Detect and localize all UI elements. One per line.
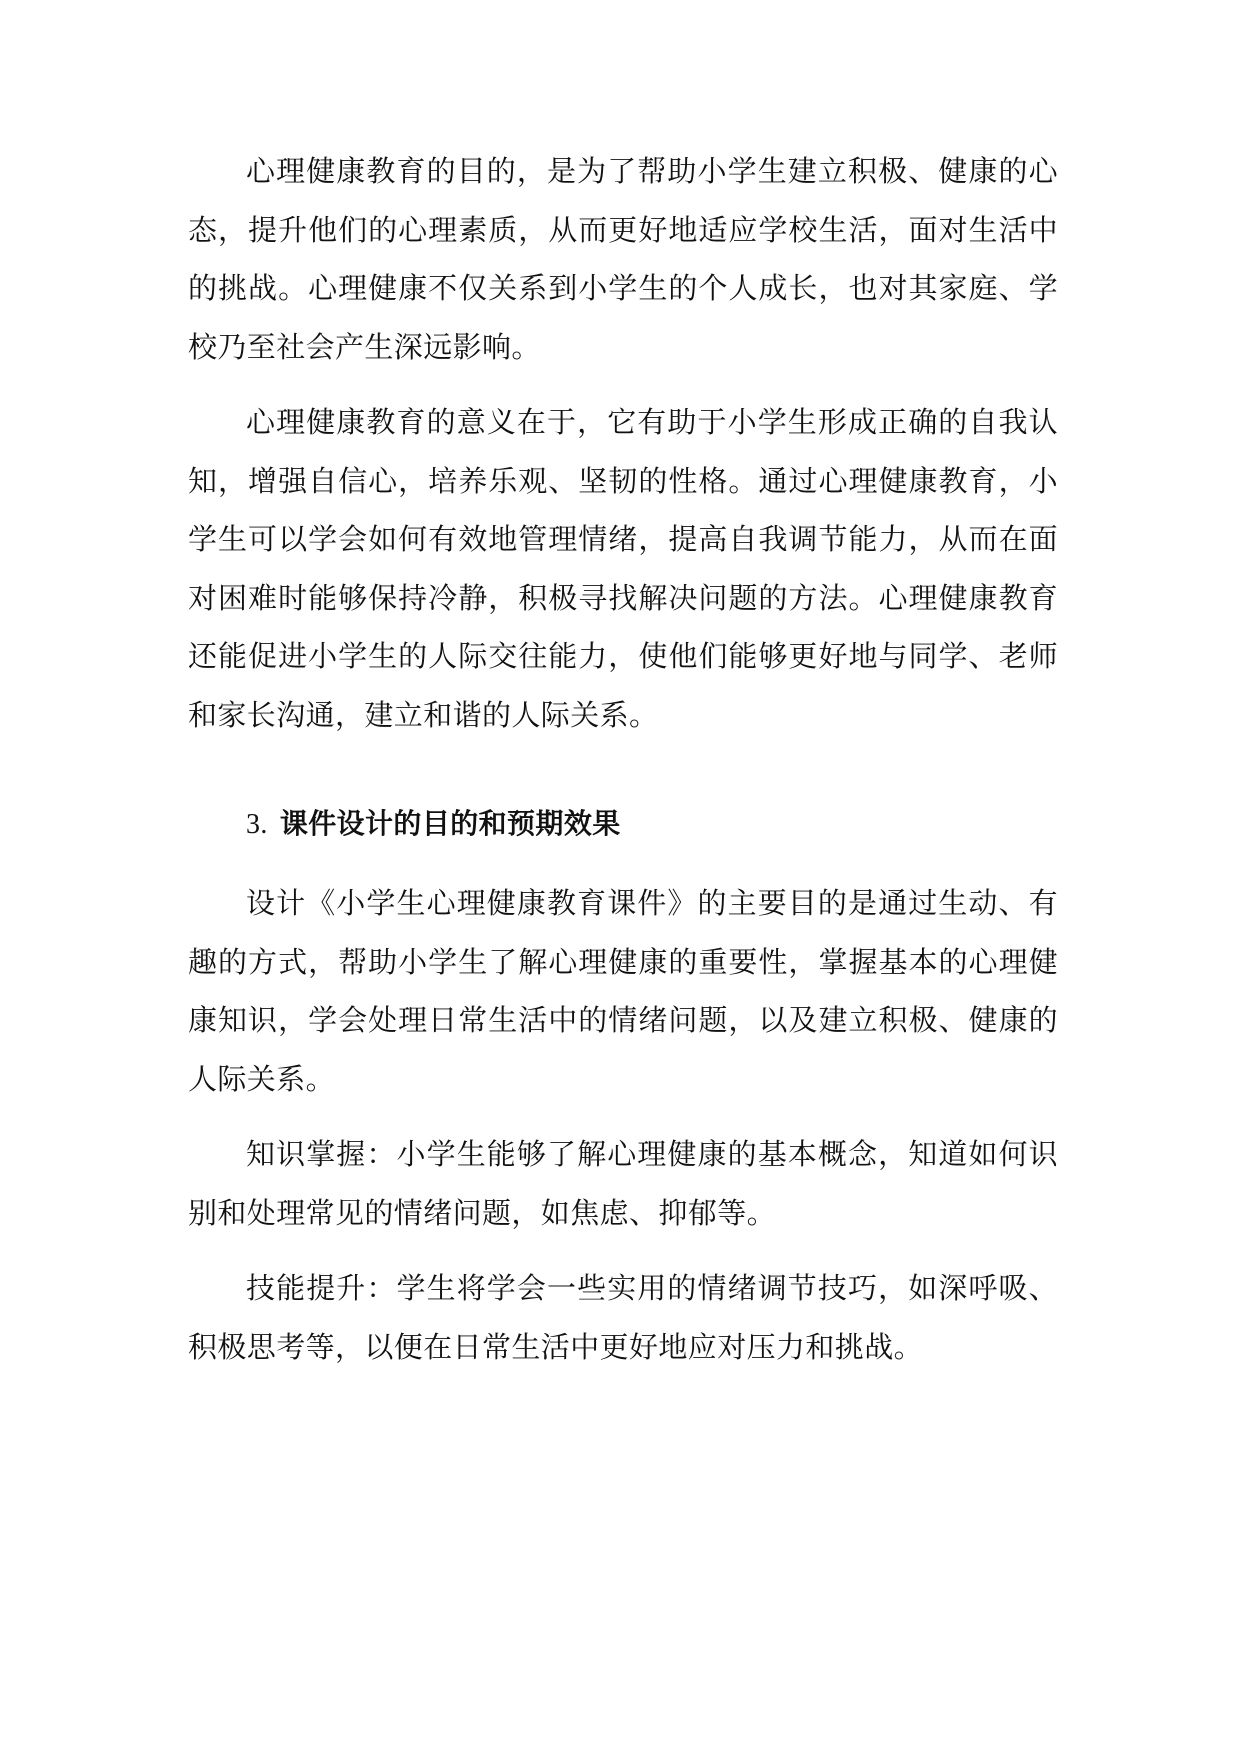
paragraph-design-goal: 设计《小学生心理健康教育课件》的主要目的是通过生动、有趣的方式，帮助小学生了解心理健康的重要性，掌握基本的心理健康知识，学会处理日常生活中的情绪问题，以及建立积极、健康的人际关系。 xyxy=(188,886,1058,1096)
section-title: 课件设计的目的和预期效果 xyxy=(279,807,621,840)
paragraph-purpose: 心理健康教育的目的，是为了帮助小学生建立积极、健康的心态，提升他们的心理素质，从而更好地适应学校生活，面对生活中的挑战。心理健康不仅关系到小学生的个人成长，也对其家庭、学校乃至社会产生深远影响。 xyxy=(188,154,1058,364)
paragraph-knowledge: 知识掌握：小学生能够了解心理健康的基本概念，知道如何识别和处理常见的情绪问题，如焦虑、抑郁等。 xyxy=(188,1137,1058,1230)
page-content xyxy=(188,142,1058,1376)
paragraph-skills: 技能提升：学生将学会一些实用的情绪调节技巧，如深呼吸、积极思考等，以便在日常生活中更好地应对压力和挑战。 xyxy=(188,1271,1058,1364)
section-heading xyxy=(188,795,1058,854)
paragraph-significance: 心理健康教育的意义在于，它有助于小学生形成正确的自我认知，增强自信心，培养乐观、坚韧的性格。通过心理健康教育，小学生可以学会如何有效地管理情绪，提高自我调节能力，从而在面对困难时能够保持冷静，积极寻找解决问题的方法。心理健康教育还能促进小学生的人际交往能力，使他们能够更好地与同学、老师和家长沟通，建立和谐的人际关系。 xyxy=(188,405,1058,732)
section-number: 3. xyxy=(246,809,268,840)
